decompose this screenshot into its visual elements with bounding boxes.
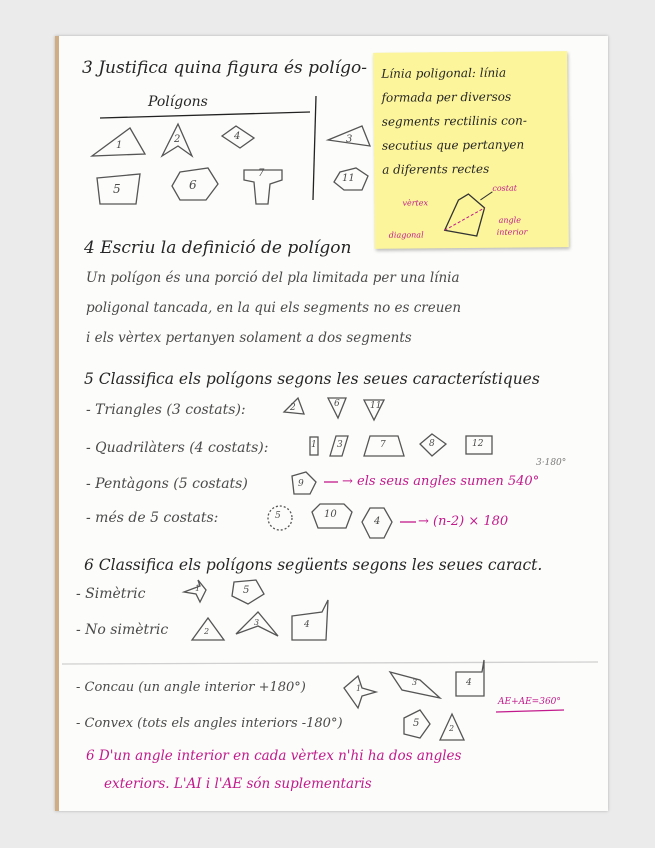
shape-label: 4: [304, 620, 310, 630]
shape-label: 5: [275, 511, 281, 521]
shape-label: 5: [413, 718, 420, 729]
nosym-4-shape: [292, 600, 328, 640]
sticky-line: Línia poligonal: línia: [381, 65, 507, 81]
more5-note: → (n-2) × 180: [418, 514, 509, 529]
shape-label: 5: [113, 182, 121, 196]
shape-label: 7: [258, 168, 265, 179]
convex-label: - Convex (tots els angles interiors -180°): [76, 716, 343, 731]
shape-label: 11: [370, 401, 382, 411]
definition-line: Un polígon és una porció del pla limitada per una línia: [86, 270, 460, 286]
triangles-label: - Triangles (3 costats):: [86, 402, 246, 418]
more5-label: - més de 5 costats:: [86, 510, 219, 526]
shape-label: 3: [346, 134, 353, 145]
shape-label: 9: [298, 479, 304, 489]
non-symmetric-label: - No simètric: [76, 622, 169, 638]
table-rule: [100, 112, 310, 118]
shape-label: 2: [204, 627, 210, 636]
shape-label: 6: [189, 178, 197, 192]
note6-line: 6 D'un angle interior en cada vèrtex n'hi ha dos angles: [86, 748, 462, 764]
concave-label: - Concau (un angle interior +180°): [76, 680, 306, 695]
ai-ae-note: AE+AE=360°: [498, 697, 561, 707]
section6-title: 6 Classifica els polígons següents segons les seues caract.: [84, 556, 543, 574]
shape-label: 3: [254, 618, 260, 627]
shape-label: 4: [234, 131, 241, 142]
shape-label: 1: [311, 440, 317, 450]
label-costat: costat: [492, 183, 517, 193]
shape-label: 2: [174, 134, 181, 145]
shape-label: 11: [342, 173, 355, 184]
section4-title: 4 Escriu la definició de polígon: [84, 238, 352, 258]
definition-line: poligonal tancada, en la qui els segments no es creuen: [86, 300, 462, 316]
sticky-line: segments rectilinis con-: [381, 113, 527, 129]
section3-title: 3 Justifica quina figura és polígo-: [82, 58, 368, 78]
shape-label: 6: [334, 399, 340, 409]
shape-label: 2: [290, 403, 296, 413]
shape-label: 1: [116, 140, 123, 151]
label-diagonal: diagonal: [388, 230, 424, 240]
shape-label: 4: [466, 678, 472, 688]
shape-label: 3: [412, 678, 418, 687]
symmetric-label: - Simètric: [76, 586, 146, 602]
label-interior: interior: [496, 227, 528, 237]
pent-9-shape: [292, 472, 316, 494]
shape-label: 2: [449, 724, 455, 733]
table-divider: [313, 96, 316, 200]
shape-label: 12: [472, 439, 484, 449]
separator-line: [62, 662, 598, 664]
shape-label: 10: [324, 509, 337, 520]
pentagon-note: → els seus angles sumen 540°: [342, 474, 540, 489]
label-angle: angle: [498, 215, 521, 225]
sticky-note: [373, 51, 569, 249]
shape-label: 5: [243, 585, 250, 596]
polygons-column-header: Polígons: [148, 94, 208, 110]
sticky-line: secutius que pertanyen: [381, 137, 525, 153]
shape-label: 1: [356, 684, 362, 693]
shape-label: 8: [429, 439, 435, 449]
sticky-line: a diferents rectes: [382, 161, 490, 177]
shape-label: 3: [337, 440, 343, 450]
sticky-line: formada per diversos: [381, 89, 512, 105]
note6-line: exteriors. L'AI i l'AE són suplementaris: [104, 776, 372, 792]
quadrilaterals-label: - Quadrilàters (4 costats):: [86, 440, 269, 456]
pentagons-label: - Pentàgons (5 costats): [86, 476, 248, 492]
ai-ae-underline: [496, 710, 564, 712]
definition-line: i els vèrtex pertanyen solament a dos segments: [86, 330, 412, 346]
shape-label: 7: [380, 440, 386, 450]
margin-note: 3·180°: [536, 458, 567, 468]
shape-label: 1: [195, 584, 201, 593]
shape-label: 4: [374, 516, 381, 527]
pentagon-diagram-icon: [373, 51, 569, 249]
section5-title: 5 Classifica els polígons segons les seues característiques: [84, 370, 540, 388]
label-vertex: vèrtex: [402, 198, 429, 208]
